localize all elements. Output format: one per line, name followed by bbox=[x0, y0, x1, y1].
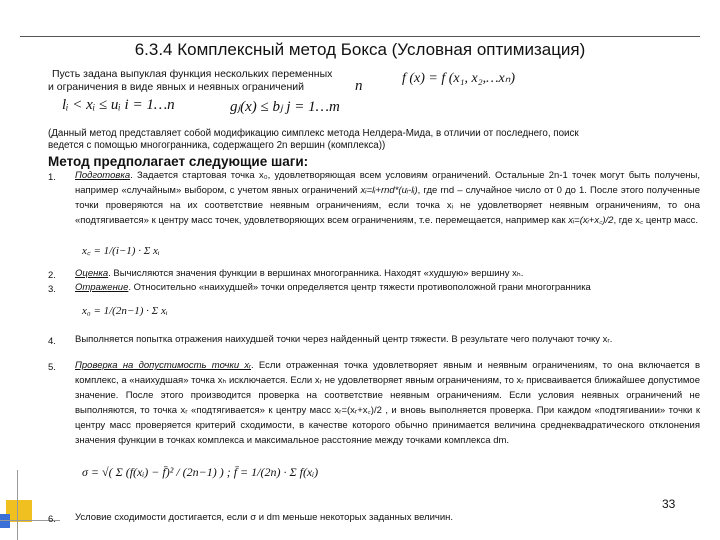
intro-line-2: и ограничения в виде явных и неявных ограничений bbox=[48, 81, 305, 93]
explicit-constraint: lᵢ < xᵢ ≤ uᵢ i = 1…n bbox=[62, 97, 175, 113]
step-1-number: 1. bbox=[48, 172, 56, 183]
step-5-name: Проверка на допустимость точки xᵣ bbox=[75, 360, 251, 371]
step-5-body: . Если отраженная точка удовлетворяет явным и неявным ограничениям, то она включается в комплекс, а «наихудшая» точка xₕ исключается. Если xᵣ не удовлетворяет явным ограничениям, то xᵣ присваивается ближайшее допустимое значение. После этого производится проверка на соответствие неявным ограничениям. Если условия неявных ограничений не выполняются, то точка xᵣ «подтягивается» к центру масс xᵣ=(xᵣ+x꜀)/2 , и вновь выполняется проверка. При каждом «подтягивании» точки к центру масс проверяется критерий сходимости, в качестве которого обычно принимается величина среднеквадратического отклонения значения функции в точках комплекса и максимальное расстояние между точками комплекса dm. bbox=[75, 360, 700, 446]
step-6-text: Условие сходимости достигается, если σ и dm меньше некоторых заданных величин. bbox=[75, 512, 454, 523]
step-5-text bbox=[75, 358, 700, 448]
decor-vertical-line bbox=[17, 470, 18, 540]
step-5-number: 5. bbox=[48, 362, 56, 373]
implicit-constraint: gⱼ(x) ≤ bⱼ j = 1…m bbox=[230, 99, 340, 115]
steps-heading: Метод предполагает следующие шаги: bbox=[48, 154, 309, 169]
step-6-number: 6. bbox=[48, 514, 56, 525]
step-2-number: 2. bbox=[48, 270, 56, 281]
step-1-text bbox=[75, 168, 700, 228]
note-line-2: ведется с помощью многогранника, содержащего 2n вершин (комплекса)) bbox=[48, 140, 386, 151]
step-1-name: Подготовка bbox=[75, 170, 131, 181]
step-4-text: Выполняется попытка отражения наихудшей точки через найденный центр тяжести. В результате чего получают точку xᵣ. bbox=[75, 334, 613, 345]
step-1-body-c: , где x꜀ центр масс. bbox=[613, 215, 699, 226]
sigma-formula: σ = √( Σ (f(xᵢ) − f̄)² / (2n−1) ) ; f̄ = 1/(2n) · Σ f(xᵢ) bbox=[82, 465, 319, 479]
step-2-name: Оценка bbox=[75, 268, 109, 279]
note-line-1: (Данный метод представляет собой модификацию симплекс метода Нелдера-Мида, в отличии от последнего, поиск bbox=[48, 128, 579, 139]
step-4-number: 4. bbox=[48, 336, 56, 347]
step-1-body-b: , где rnd – случайное число от 0 до 1. После этого полученные точки проверяются на их соответствие неявным ограничениям, если точка xᵢ не удовлетворяет неявным ограничениям, то она «подтягивается» к центру масс точек, удовлетворяющих всем ограничениям, т.е. перемещается, например как bbox=[75, 185, 700, 226]
step-3-name: Отражение bbox=[75, 282, 129, 293]
step-3-body: . Относительно «наихудшей» точки определяется центр тяжести противоположной грани многогранника bbox=[128, 282, 591, 293]
step-3-number: 3. bbox=[48, 284, 56, 295]
step-3-text bbox=[75, 280, 700, 295]
centroid-formula: x₀ = 1/(2n−1) · Σ xᵢ bbox=[82, 305, 168, 317]
intro-line-1: Пусть задана выпуклая функция нескольких переменных bbox=[52, 68, 333, 80]
slide-title: 6.3.4 Комплексный метод Бокса (Условная оптимизация) bbox=[134, 40, 586, 59]
decor-blue-block bbox=[0, 514, 10, 528]
top-rule bbox=[20, 36, 700, 37]
page-number: 33 bbox=[662, 497, 676, 511]
step-2-body: . Вычисляются значения функции в вершинах многогранника. Находят «худшую» вершину xₕ. bbox=[108, 268, 524, 279]
objective-formula: f (x) = f (x₁, x₂,…xₙ) bbox=[402, 71, 515, 86]
step-1-formula: xᵢ=lᵢ+rnd*(uᵢ-lᵢ) bbox=[360, 185, 418, 196]
step-1-formula-2: xᵢ=(xᵢ+x꜀)/2 bbox=[568, 215, 614, 226]
n-symbol: n bbox=[355, 78, 363, 94]
step-2-text bbox=[75, 266, 700, 281]
step-1-body-a: . Задается стартовая точка x₀, удовлетворяющая всем условиям ограничений. Остальные 2n-1 точек могут быть получены, например «случайным» выбором, с учетом явных ограничений bbox=[75, 170, 700, 196]
center-mass-formula: x꜀ = 1/(i−1) · Σ xᵢ bbox=[82, 245, 160, 257]
